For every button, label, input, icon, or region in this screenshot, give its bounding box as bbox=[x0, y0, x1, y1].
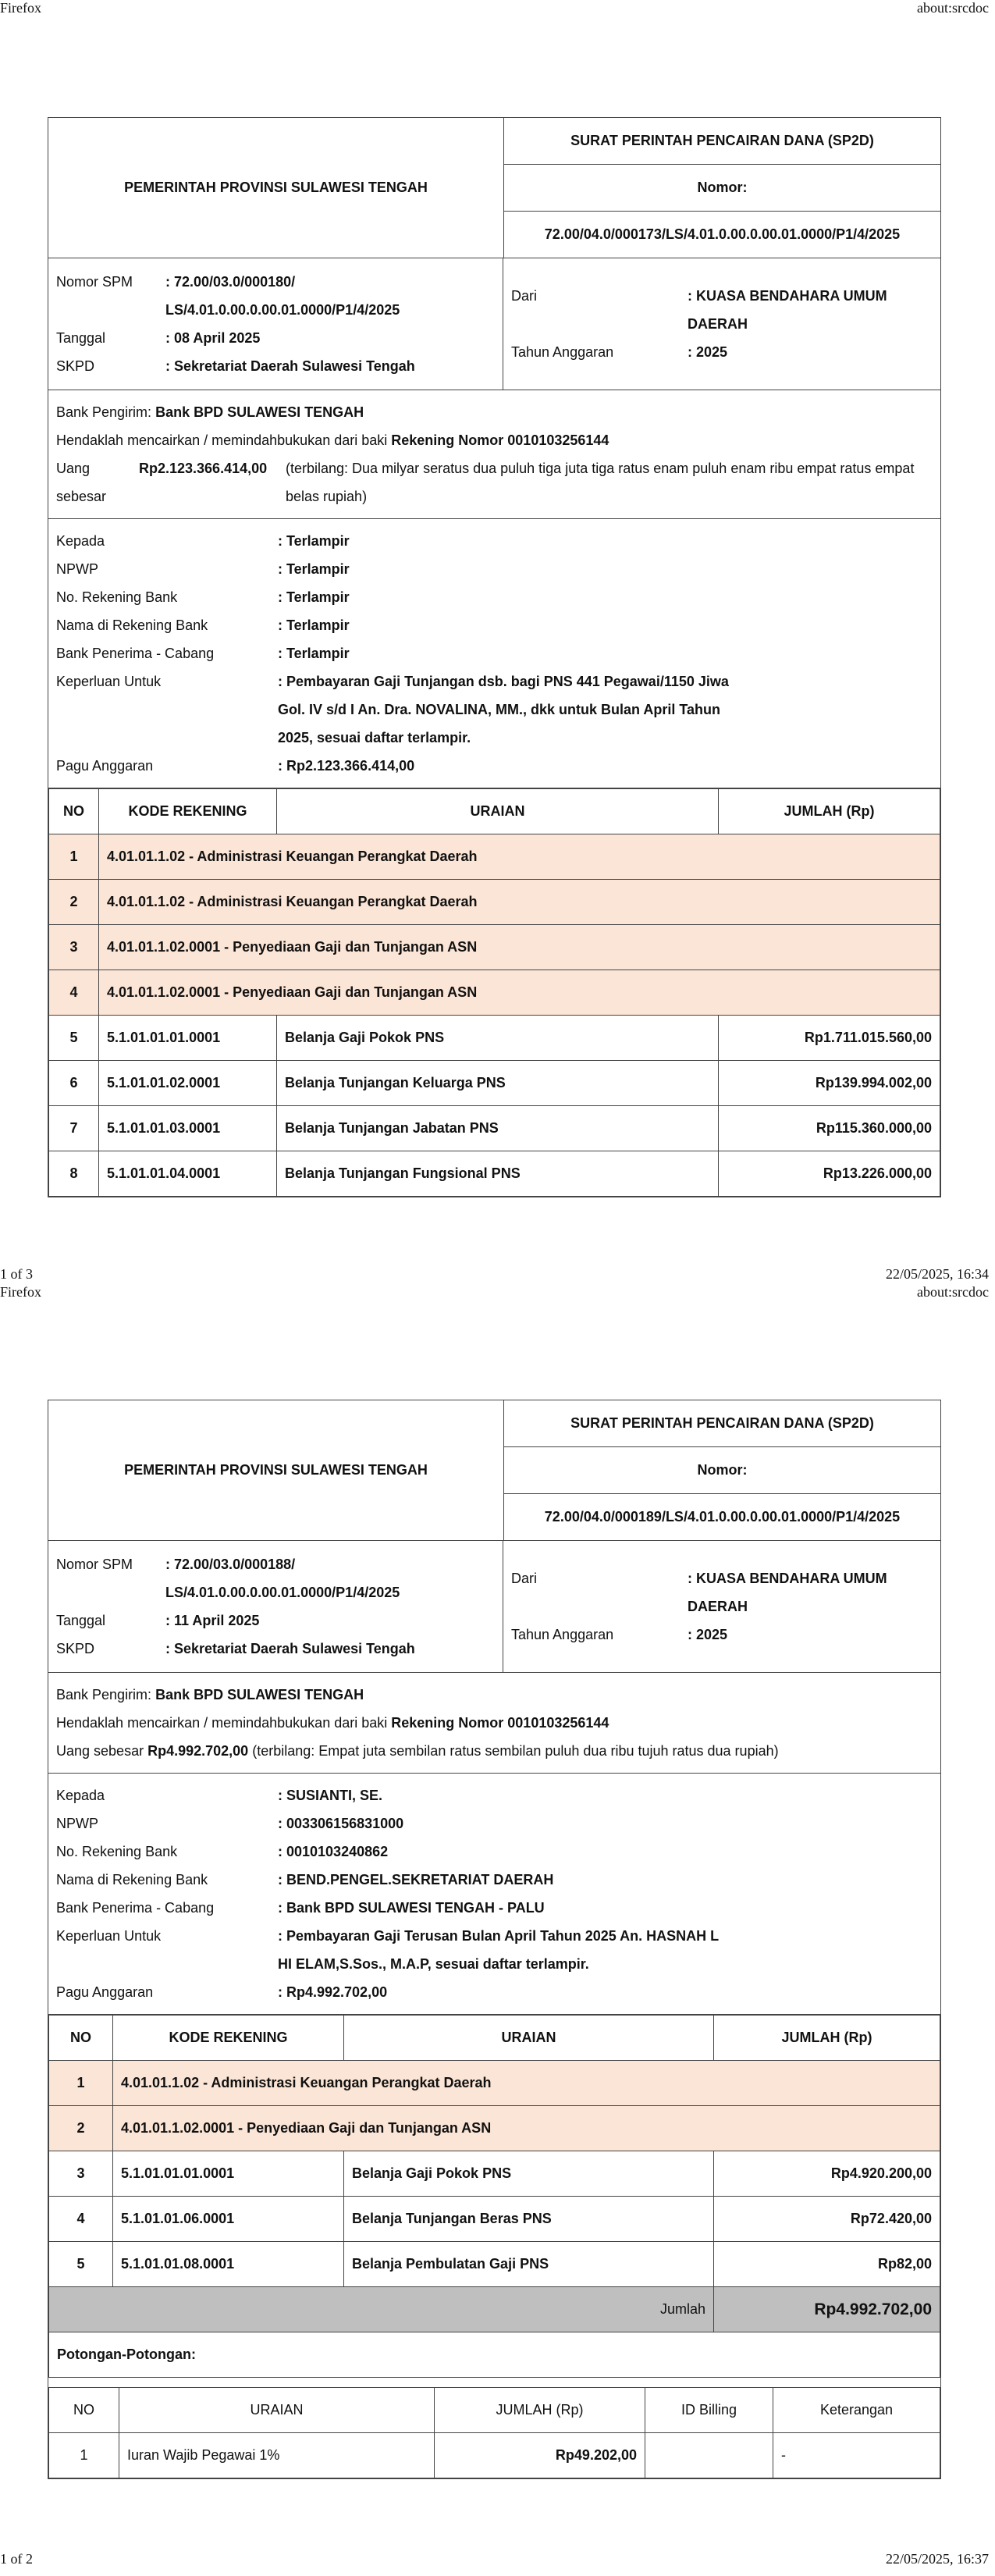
row-kode: 5.1.01.01.02.0001 bbox=[99, 1061, 277, 1106]
bank-penerima-label: Bank Penerima - Cabang bbox=[56, 646, 215, 661]
pagu-label: Pagu Anggaran bbox=[56, 1984, 154, 2000]
pot-row-keterangan: - bbox=[773, 2433, 940, 2478]
no-rekening-value: : 0010103240862 bbox=[278, 1844, 389, 1859]
row-group-text: 4.01.01.1.02 - Administrasi Keuangan Perangkat Daerah bbox=[99, 880, 940, 925]
row-uraian: Belanja Tunjangan Fungsional PNS bbox=[277, 1151, 719, 1197]
nama-rekening-label: Nama di Rekening Bank bbox=[56, 1872, 208, 1888]
pagu-value: : Rp4.992.702,00 bbox=[278, 1984, 388, 2000]
uang-amount: Rp4.992.702,00 bbox=[147, 1743, 249, 1759]
sp2d-document-1 bbox=[48, 117, 941, 1197]
tahun-value: : 2025 bbox=[688, 344, 728, 360]
row-uraian: Belanja Gaji Pokok PNS bbox=[344, 2151, 714, 2197]
col-no: NO bbox=[49, 2016, 113, 2061]
nomor-label: Nomor: bbox=[504, 164, 940, 211]
row-group-text: 4.01.01.1.02.0001 - Penyediaan Gaji dan Tunjangan ASN bbox=[113, 2106, 940, 2151]
row-jumlah: Rp72.420,00 bbox=[714, 2197, 940, 2242]
uang-terbilang: (terbilang: Empat juta sembilan ratus sembilan puluh dua ribu tujuh ratus dua rupiah) bbox=[252, 1743, 779, 1759]
bank-value: Bank BPD SULAWESI TENGAH bbox=[155, 1687, 364, 1703]
tanggal-label: Tanggal bbox=[56, 330, 106, 346]
print-timestamp: 22/05/2025, 16:34 bbox=[885, 1266, 989, 1282]
government-title: PEMERINTAH PROVINSI SULAWESI TENGAH bbox=[48, 118, 504, 258]
pot-col-uraian: URAIAN bbox=[119, 2388, 435, 2433]
print-timestamp: 22/05/2025, 16:37 bbox=[885, 2551, 989, 2567]
keperluan-value-cont: 2025, sesuai daftar terlampir. bbox=[278, 730, 471, 745]
keperluan-label: Keperluan Untuk bbox=[56, 1928, 162, 1944]
table-row bbox=[49, 1016, 940, 1061]
row-kode: 5.1.01.01.01.0001 bbox=[113, 2151, 344, 2197]
spm-label: Nomor SPM bbox=[56, 274, 133, 290]
browser-url: about:srcdoc bbox=[917, 1284, 989, 1300]
nama-rekening-label: Nama di Rekening Bank bbox=[56, 617, 208, 633]
pot-col-jumlah: JUMLAH (Rp) bbox=[435, 2388, 645, 2433]
spm-value-cont: LS/4.01.0.00.0.00.01.0000/P1/4/2025 bbox=[165, 302, 400, 318]
col-jumlah: JUMLAH (Rp) bbox=[714, 2016, 940, 2061]
row-no: 6 bbox=[49, 1061, 99, 1106]
table-row bbox=[49, 1151, 940, 1197]
col-uraian: URAIAN bbox=[277, 789, 719, 834]
kepada-value: : Terlampir bbox=[278, 533, 350, 549]
row-no: 5 bbox=[49, 2242, 113, 2287]
bank-penerima-label: Bank Penerima - Cabang bbox=[56, 1900, 215, 1916]
pagu-value: : Rp2.123.366.414,00 bbox=[278, 758, 415, 774]
row-kode: 5.1.01.01.06.0001 bbox=[113, 2197, 344, 2242]
skpd-value: : Sekretariat Daerah Sulawesi Tengah bbox=[165, 358, 415, 374]
row-jumlah: Rp4.920.200,00 bbox=[714, 2151, 940, 2197]
nomor-label: Nomor: bbox=[504, 1446, 940, 1493]
tanggal-value: : 11 April 2025 bbox=[165, 1613, 260, 1628]
no-rekening-label: No. Rekening Bank bbox=[56, 1844, 178, 1859]
document-number: 72.00/04.0/000173/LS/4.01.0.00.0.00.01.0000/P1/4/2025 bbox=[504, 211, 940, 258]
row-kode: 5.1.01.01.04.0001 bbox=[99, 1151, 277, 1197]
cair-text: Hendaklah mencairkan / memindahbukukan dari baki bbox=[56, 1715, 388, 1731]
dari-value-cont: DAERAH bbox=[688, 1599, 748, 1614]
nama-rekening-value: : Terlampir bbox=[278, 617, 350, 633]
npwp-label: NPWP bbox=[56, 1816, 98, 1831]
row-no: 8 bbox=[49, 1151, 99, 1197]
dari-label: Dari bbox=[511, 288, 538, 304]
browser-name: Firefox bbox=[0, 0, 41, 16]
rekening-number: Rekening Nomor 0010103256144 bbox=[391, 432, 609, 448]
document-title: SURAT PERINTAH PENCAIRAN DANA (SP2D) bbox=[570, 133, 874, 148]
rekening-table bbox=[48, 2015, 940, 2378]
uang-label: Uang sebesar bbox=[56, 461, 107, 504]
row-no: 1 bbox=[49, 2061, 113, 2106]
row-no: 2 bbox=[49, 2106, 113, 2151]
tahun-label: Tahun Anggaran bbox=[511, 1627, 614, 1642]
skpd-label: SKPD bbox=[56, 358, 95, 374]
row-uraian: Belanja Tunjangan Jabatan PNS bbox=[277, 1106, 719, 1151]
table-row bbox=[49, 925, 940, 970]
spm-value-cont: LS/4.01.0.00.0.00.01.0000/P1/4/2025 bbox=[165, 1585, 400, 1600]
row-jumlah: Rp139.994.002,00 bbox=[719, 1061, 940, 1106]
npwp-value: : Terlampir bbox=[278, 561, 350, 577]
table-row bbox=[49, 2242, 940, 2287]
row-group-text: 4.01.01.1.02 - Administrasi Keuangan Perangkat Daerah bbox=[99, 834, 940, 880]
row-kode: 5.1.01.01.01.0001 bbox=[99, 1016, 277, 1061]
tanggal-label: Tanggal bbox=[56, 1613, 106, 1628]
row-kode: 5.1.01.01.03.0001 bbox=[99, 1106, 277, 1151]
row-group-text: 4.01.01.1.02.0001 - Penyediaan Gaji dan Tunjangan ASN bbox=[99, 925, 940, 970]
pot-row-jumlah: Rp49.202,00 bbox=[435, 2433, 645, 2478]
rekening-table bbox=[48, 788, 940, 1197]
table-row bbox=[49, 1106, 940, 1151]
rekening-number: Rekening Nomor 0010103256144 bbox=[391, 1715, 609, 1731]
document-title: SURAT PERINTAH PENCAIRAN DANA (SP2D) bbox=[570, 1415, 874, 1431]
uang-terbilang: (terbilang: Dua milyar seratus dua puluh tiga juta tiga ratus enam puluh enam ribu empat ratus empat belas rupiah) bbox=[286, 461, 915, 504]
row-group-text: 4.01.01.1.02 - Administrasi Keuangan Perangkat Daerah bbox=[113, 2061, 940, 2106]
cair-text: Hendaklah mencairkan / memindahbukukan dari baki bbox=[56, 432, 388, 448]
row-jumlah: Rp13.226.000,00 bbox=[719, 1151, 940, 1197]
row-jumlah: Rp1.711.015.560,00 bbox=[719, 1016, 940, 1061]
kepada-label: Kepada bbox=[56, 533, 105, 549]
col-kode: KODE REKENING bbox=[113, 2016, 344, 2061]
table-row bbox=[49, 2106, 940, 2151]
table-row bbox=[49, 880, 940, 925]
pot-row-uraian: Iuran Wajib Pegawai 1% bbox=[119, 2433, 435, 2478]
npwp-value: : 003306156831000 bbox=[278, 1816, 404, 1831]
jumlah-label: Jumlah bbox=[49, 2287, 714, 2332]
col-jumlah: JUMLAH (Rp) bbox=[719, 789, 940, 834]
skpd-value: : Sekretariat Daerah Sulawesi Tengah bbox=[165, 1641, 415, 1656]
document-number: 72.00/04.0/000189/LS/4.01.0.00.0.00.01.0000/P1/4/2025 bbox=[504, 1493, 940, 1540]
keperluan-value-cont: HI ELAM,S.Sos., M.A.P, sesuai daftar terlampir. bbox=[278, 1956, 589, 1972]
tanggal-value: : 08 April 2025 bbox=[165, 330, 261, 346]
row-no: 4 bbox=[49, 970, 99, 1016]
dari-value-cont: DAERAH bbox=[688, 316, 748, 332]
bank-label: Bank Pengirim: bbox=[56, 1687, 152, 1703]
col-uraian: URAIAN bbox=[344, 2016, 714, 2061]
pagu-label: Pagu Anggaran bbox=[56, 758, 154, 774]
sp2d-document-2 bbox=[48, 1400, 941, 2479]
row-uraian: Belanja Tunjangan Beras PNS bbox=[344, 2197, 714, 2242]
table-row bbox=[49, 2151, 940, 2197]
keperluan-value: : Pembayaran Gaji Terusan Bulan April Tahun 2025 An. HASNAH L bbox=[278, 1928, 720, 1944]
kepada-value: : SUSIANTI, SE. bbox=[278, 1788, 383, 1803]
keperluan-label: Keperluan Untuk bbox=[56, 674, 162, 689]
row-group-text: 4.01.01.1.02.0001 - Penyediaan Gaji dan Tunjangan ASN bbox=[99, 970, 940, 1016]
row-no: 4 bbox=[49, 2197, 113, 2242]
keperluan-value: : Pembayaran Gaji Tunjangan dsb. bagi PNS 441 Pegawai/1150 Jiwa bbox=[278, 674, 729, 689]
table-row bbox=[49, 834, 940, 880]
potongan-label: Potongan-Potongan: bbox=[49, 2332, 940, 2378]
col-no: NO bbox=[49, 789, 99, 834]
bank-penerima-value: : Bank BPD SULAWESI TENGAH - PALU bbox=[278, 1900, 545, 1916]
jumlah-total: Rp4.992.702,00 bbox=[714, 2287, 940, 2332]
dari-value: : KUASA BENDAHARA UMUM bbox=[688, 288, 887, 304]
row-no: 3 bbox=[49, 2151, 113, 2197]
pot-col-keterangan: Keterangan bbox=[773, 2388, 940, 2433]
row-no: 5 bbox=[49, 1016, 99, 1061]
keperluan-value-cont: Gol. IV s/d I An. Dra. NOVALINA, MM., dkk untuk Bulan April Tahun bbox=[278, 702, 721, 717]
row-uraian: Belanja Pembulatan Gaji PNS bbox=[344, 2242, 714, 2287]
table-row bbox=[49, 2433, 940, 2478]
dari-value: : KUASA BENDAHARA UMUM bbox=[688, 1571, 887, 1586]
uang-amount: Rp2.123.366.414,00 bbox=[139, 461, 268, 476]
no-rekening-label: No. Rekening Bank bbox=[56, 589, 178, 605]
row-uraian: Belanja Tunjangan Keluarga PNS bbox=[277, 1061, 719, 1106]
total-row bbox=[49, 2287, 940, 2332]
pot-col-billing: ID Billing bbox=[645, 2388, 773, 2433]
table-row bbox=[49, 2061, 940, 2106]
npwp-label: NPWP bbox=[56, 561, 98, 577]
table-row bbox=[49, 1061, 940, 1106]
pot-row-no: 1 bbox=[49, 2433, 119, 2478]
pot-col-no: NO bbox=[49, 2388, 119, 2433]
pot-row-billing bbox=[645, 2433, 773, 2478]
uang-label: Uang sebesar bbox=[56, 1743, 144, 1759]
bank-label: Bank Pengirim: bbox=[56, 404, 152, 420]
browser-name: Firefox bbox=[0, 1284, 41, 1300]
row-jumlah: Rp82,00 bbox=[714, 2242, 940, 2287]
table-row bbox=[49, 2197, 940, 2242]
skpd-label: SKPD bbox=[56, 1641, 95, 1656]
kepada-label: Kepada bbox=[56, 1788, 105, 1803]
row-no: 7 bbox=[49, 1106, 99, 1151]
tahun-label: Tahun Anggaran bbox=[511, 344, 614, 360]
col-kode: KODE REKENING bbox=[99, 789, 277, 834]
bank-value: Bank BPD SULAWESI TENGAH bbox=[155, 404, 364, 420]
page-count: 1 of 3 bbox=[0, 1266, 33, 1282]
bank-penerima-value: : Terlampir bbox=[278, 646, 350, 661]
nama-rekening-value: : BEND.PENGEL.SEKRETARIAT DAERAH bbox=[278, 1872, 554, 1888]
browser-url: about:srcdoc bbox=[917, 0, 989, 16]
spm-value: : 72.00/03.0/000188/ bbox=[165, 1557, 296, 1572]
row-no: 1 bbox=[49, 834, 99, 880]
government-title: PEMERINTAH PROVINSI SULAWESI TENGAH bbox=[48, 1400, 504, 1540]
row-uraian: Belanja Gaji Pokok PNS bbox=[277, 1016, 719, 1061]
row-no: 2 bbox=[49, 880, 99, 925]
row-jumlah: Rp115.360.000,00 bbox=[719, 1106, 940, 1151]
dari-label: Dari bbox=[511, 1571, 538, 1586]
potongan-table bbox=[48, 2387, 940, 2478]
spm-value: : 72.00/03.0/000180/ bbox=[165, 274, 296, 290]
tahun-value: : 2025 bbox=[688, 1627, 728, 1642]
row-kode: 5.1.01.01.08.0001 bbox=[113, 2242, 344, 2287]
spm-label: Nomor SPM bbox=[56, 1557, 133, 1572]
page-count: 1 of 2 bbox=[0, 2551, 33, 2567]
table-row bbox=[49, 970, 940, 1016]
no-rekening-value: : Terlampir bbox=[278, 589, 350, 605]
row-no: 3 bbox=[49, 925, 99, 970]
